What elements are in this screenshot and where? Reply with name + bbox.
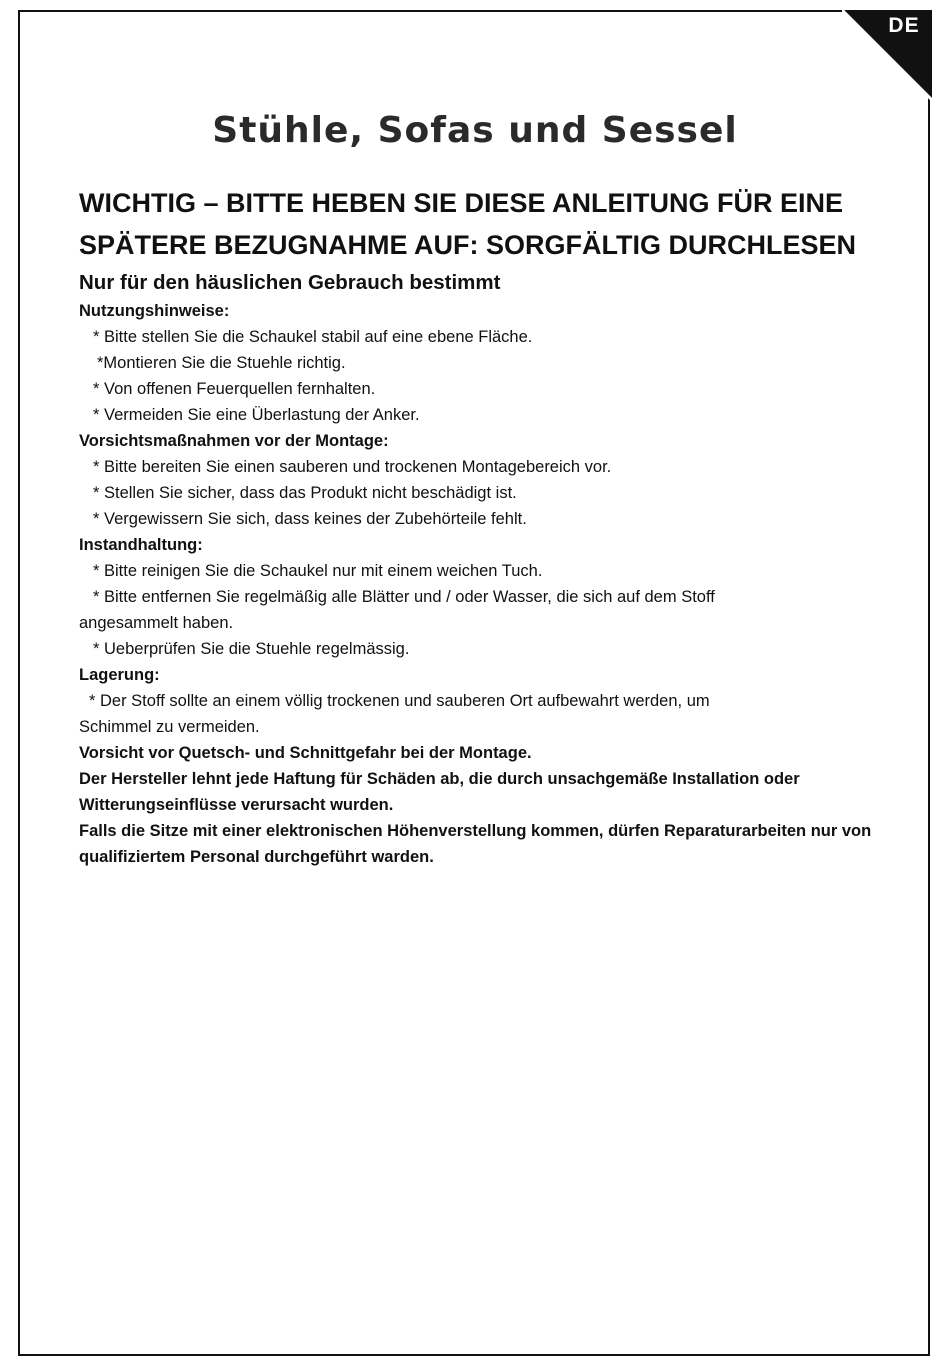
list-item: * Ueberprüfen Sie die Stuehle regelmässig. (93, 640, 410, 658)
pinch-cut-warning: Vorsicht vor Quetsch- und Schnittgefahr bei der Montage. (79, 744, 532, 762)
list-item: * Bitte bereiten Sie einen sauberen und trockenen Montagebereich vor. (93, 458, 612, 476)
section-maintenance (79, 532, 879, 662)
list-item (79, 688, 879, 740)
section-heading: Lagerung: (79, 666, 160, 684)
important-warning: WICHTIG – BITTE HEBEN SIE DIESE ANLEITUNG FÜR EINE SPÄTERE BEZUGNAHME AUF: SORGFÄLTIG DURCHLESEN (79, 188, 857, 260)
safety-notes (79, 740, 879, 870)
list-item: *Montieren Sie die Stuehle richtig. (97, 354, 346, 372)
list-item: * Bitte stellen Sie die Schaukel stabil auf eine ebene Fläche. (93, 328, 533, 346)
section-assembly-precautions (79, 428, 879, 532)
list-item-continuation: Schimmel zu vermeiden. (79, 718, 260, 736)
list-item-continuation: angesammelt haben. (79, 614, 234, 632)
document-title: Stühle, Sofas und Sessel (212, 110, 738, 151)
list-item: * Vermeiden Sie eine Überlastung der Anker. (93, 406, 420, 424)
list-item-line: * Der Stoff sollte an einem völlig trockenen und sauberen Ort aufbewahrt werden, um (89, 692, 710, 710)
section-storage (79, 662, 879, 740)
list-item: * Von offenen Feuerquellen fernhalten. (93, 380, 376, 398)
section-heading: Instandhaltung: (79, 536, 203, 554)
section-heading: Nutzungshinweise: (79, 302, 230, 320)
repair-notice: Falls die Sitze mit einer elektronischen Höhenverstellung kommen, dürfen Reparaturarbeiten nur von qualifiziertem Personal durchgeführt warden. (79, 822, 872, 866)
list-item: * Bitte reinigen Sie die Schaukel nur mit einem weichen Tuch. (93, 562, 543, 580)
list-item: * Stellen Sie sicher, dass das Produkt nicht beschädigt ist. (93, 484, 517, 502)
language-badge: DE (888, 14, 920, 37)
document-body (79, 182, 879, 870)
section-heading: Vorsichtsmaßnahmen vor der Montage: (79, 432, 389, 450)
list-item: * Vergewissern Sie sich, dass keines der Zubehörteile fehlt. (93, 510, 527, 528)
list-item (79, 584, 879, 636)
liability-disclaimer: Der Hersteller lehnt jede Haftung für Schäden ab, die durch unsachgemäße Installation oder Witterungseinflüsse verursacht wurden. (79, 770, 800, 814)
list-item-line: * Bitte entfernen Sie regelmäßig alle Blätter und / oder Wasser, die sich auf dem Stoff (93, 588, 715, 606)
domestic-use-note: Nur für den häuslichen Gebrauch bestimmt (79, 271, 501, 294)
section-usage-notes (79, 298, 879, 428)
